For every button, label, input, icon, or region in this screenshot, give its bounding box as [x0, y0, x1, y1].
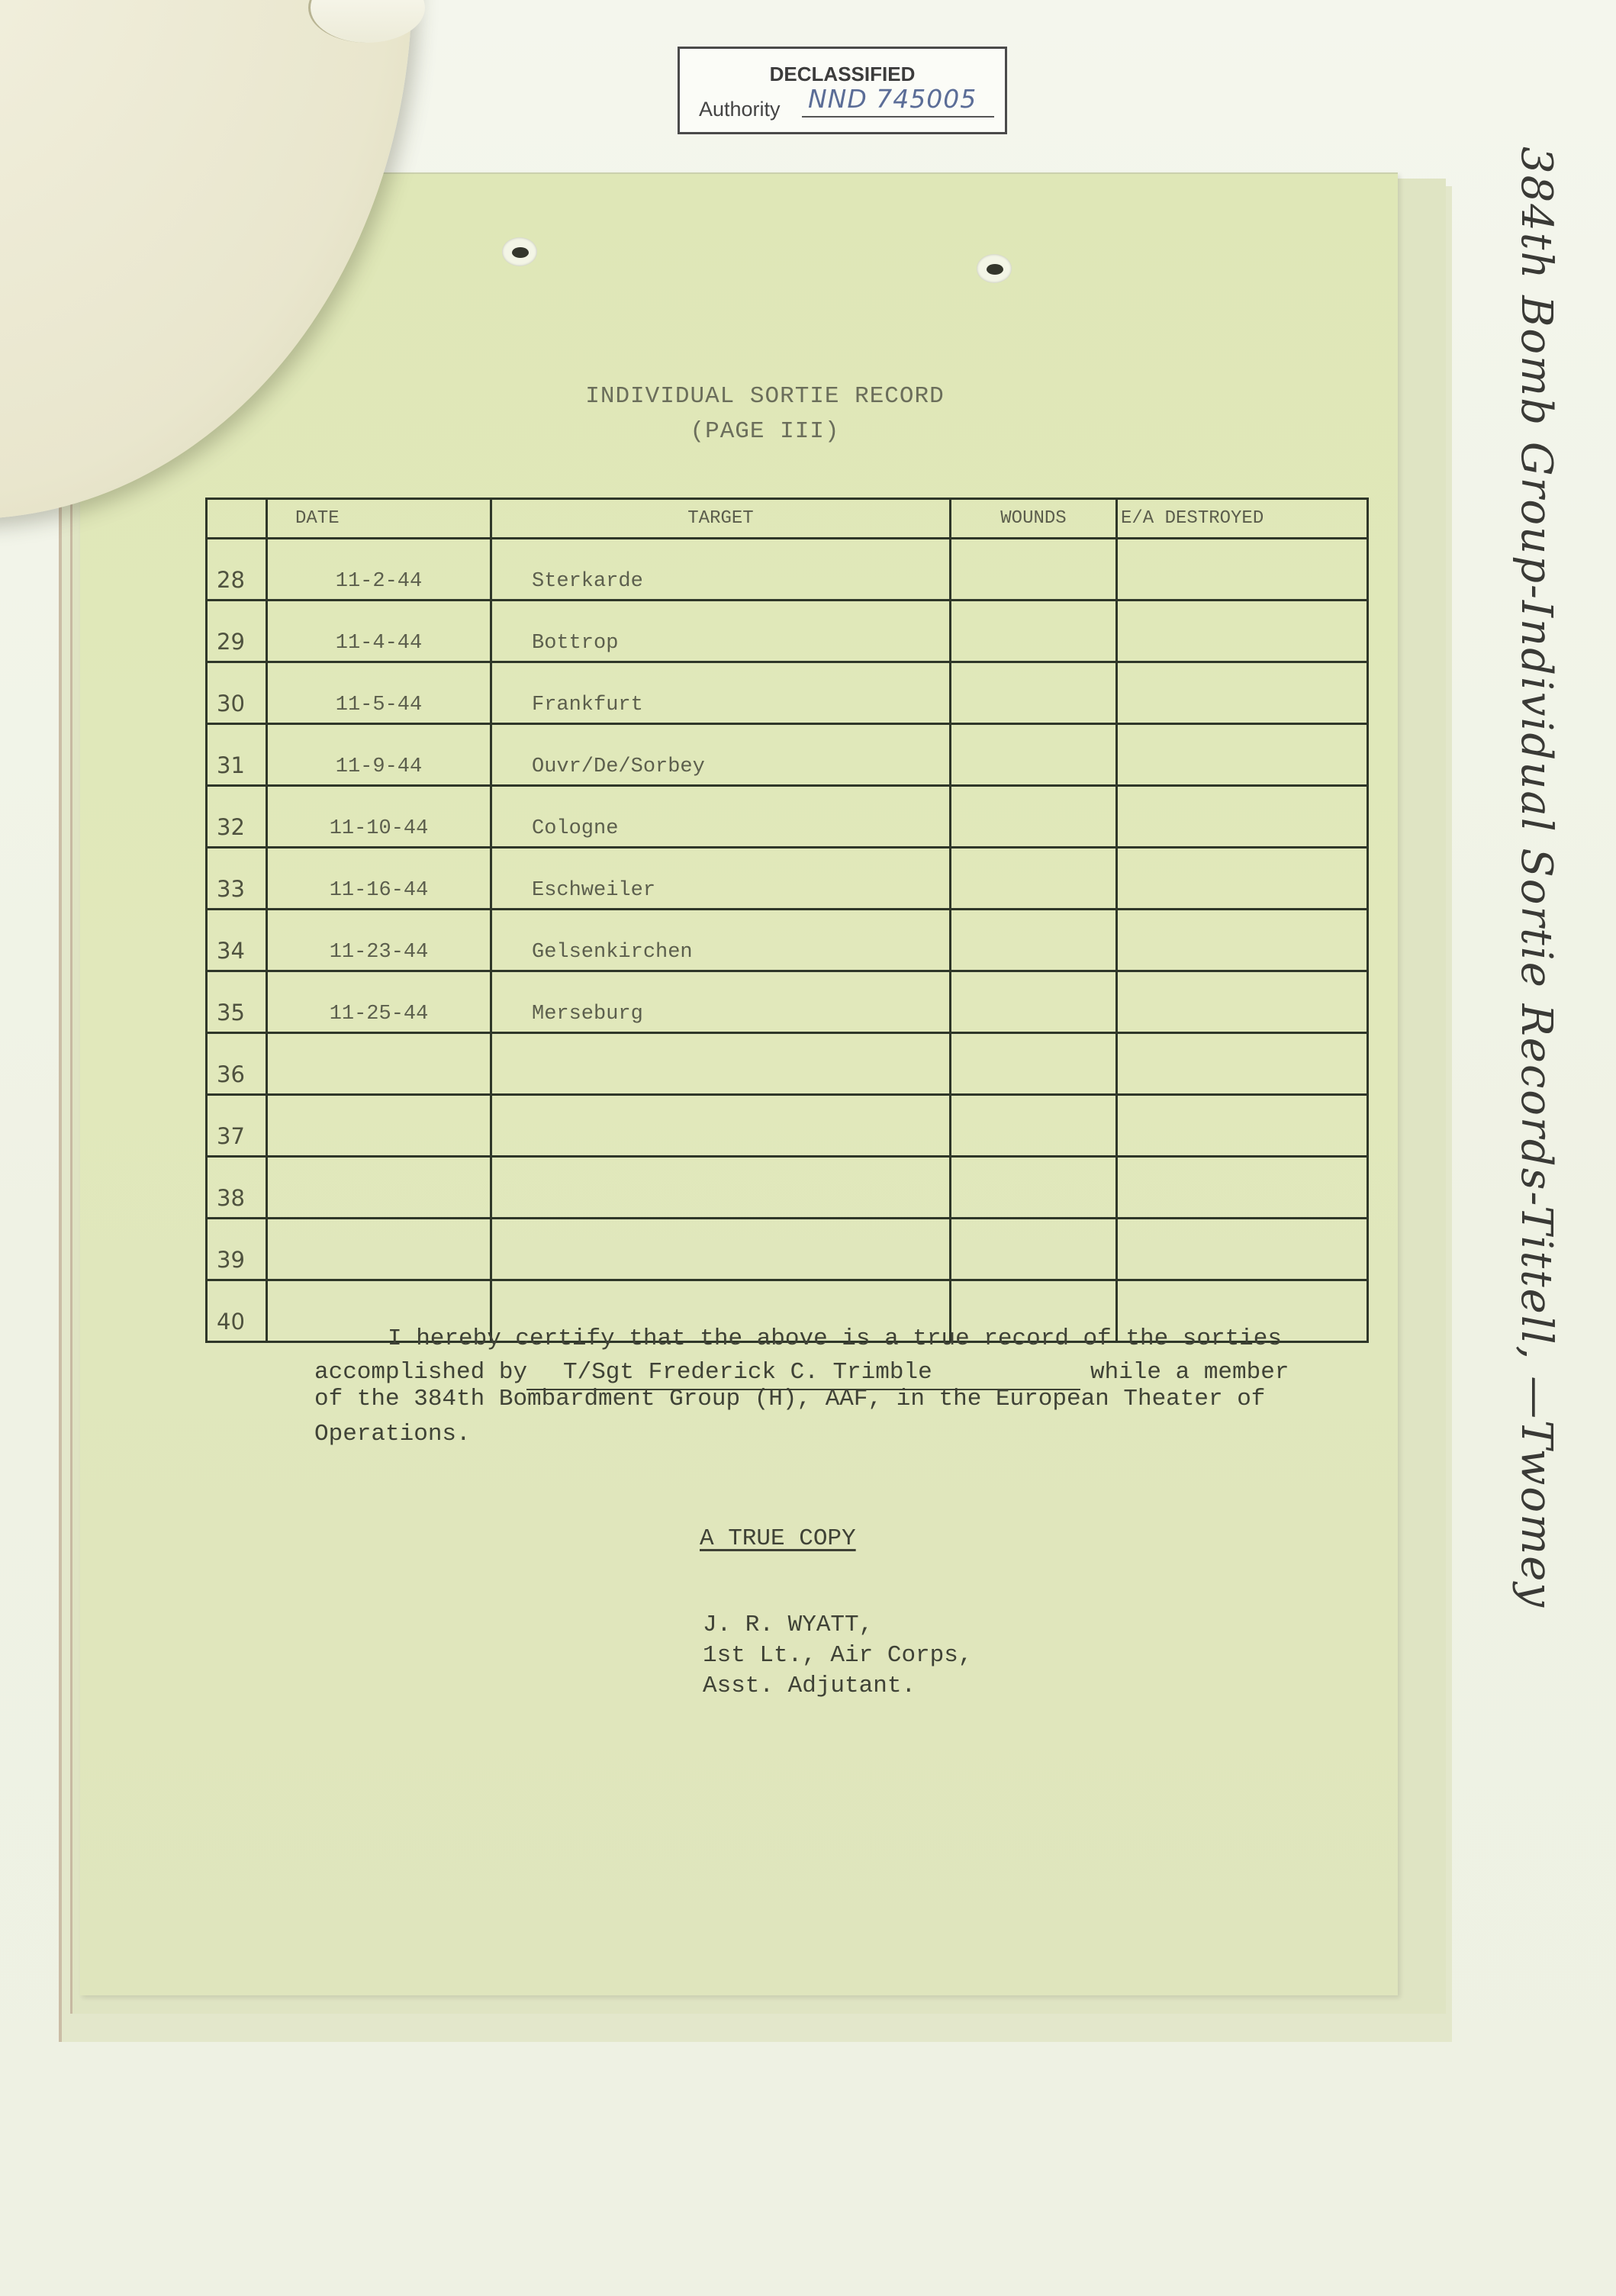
sortie-number: 29	[207, 601, 267, 662]
sortie-number: 37	[207, 1095, 267, 1157]
document-title: INDIVIDUAL SORTIE RECORD	[585, 383, 945, 410]
table-row	[207, 910, 1368, 971]
sortie-wounds	[951, 1033, 1117, 1095]
sortie-ea-destroyed	[1117, 662, 1368, 724]
table-row	[207, 971, 1368, 1033]
sortie-wounds	[951, 539, 1117, 601]
sortie-ea-destroyed	[1117, 848, 1368, 910]
punch-hole-left	[502, 237, 537, 266]
sortie-date	[267, 1157, 491, 1219]
sortie-target: Bottrop	[491, 601, 951, 662]
declassified-stamp	[678, 47, 1007, 134]
table-row	[207, 1219, 1368, 1280]
stamp-authority-label: Authority	[699, 98, 781, 121]
sortie-target: Sterkarde	[491, 539, 951, 601]
sortie-ea-destroyed	[1117, 971, 1368, 1033]
sortie-wounds	[951, 971, 1117, 1033]
table-row	[207, 601, 1368, 662]
header-number	[207, 499, 267, 539]
sortie-ea-destroyed	[1117, 786, 1368, 848]
handwritten-margin-note: 384th Bomb Group-Individual Sortie Records-Tittell, —Twomey	[1511, 147, 1561, 1609]
sortie-wounds	[951, 848, 1117, 910]
stamp-title: DECLASSIFIED	[769, 63, 916, 85]
sortie-wounds	[951, 910, 1117, 971]
sortie-ea-destroyed	[1117, 539, 1368, 601]
sortie-table	[205, 498, 1369, 1343]
sortie-number: 33	[207, 848, 267, 910]
certification-suffix: while a member	[1090, 1359, 1289, 1386]
sortie-ea-destroyed	[1117, 724, 1368, 786]
sortie-date: 11-9-44	[267, 724, 491, 786]
sortie-target	[491, 1219, 951, 1280]
sortie-date	[267, 1033, 491, 1095]
header-wounds: WOUNDS	[951, 499, 1117, 539]
stamp-authority-value: NND 745005	[802, 84, 994, 118]
sortie-number: 36	[207, 1033, 267, 1095]
document-subtitle: (PAGE III)	[690, 418, 840, 445]
certification-line-1: I hereby certify that the above is a true record of the sorties	[388, 1325, 1282, 1352]
table-row	[207, 1157, 1368, 1219]
signatory-rank: 1st Lt., Air Corps,	[703, 1642, 973, 1669]
sortie-target: Merseburg	[491, 971, 951, 1033]
certification-line-3: of the 384th Bombardment Group (H), AAF, in the European Theater of	[314, 1386, 1266, 1412]
sortie-date	[267, 1095, 491, 1157]
sortie-date: 11-2-44	[267, 539, 491, 601]
sortie-number: 34	[207, 910, 267, 971]
sortie-wounds	[951, 1157, 1117, 1219]
sortie-ea-destroyed	[1117, 1033, 1368, 1095]
table-row	[207, 662, 1368, 724]
sortie-wounds	[951, 724, 1117, 786]
sortie-target	[491, 1157, 951, 1219]
sortie-wounds	[951, 662, 1117, 724]
sortie-date: 11-25-44	[267, 971, 491, 1033]
table-row	[207, 1095, 1368, 1157]
table-row	[207, 786, 1368, 848]
sortie-ea-destroyed	[1117, 1095, 1368, 1157]
table-row	[207, 539, 1368, 601]
certification-prefix: accomplished by	[314, 1359, 528, 1386]
table-header-row	[207, 499, 1368, 539]
sortie-date	[267, 1219, 491, 1280]
punch-hole-right	[977, 254, 1012, 283]
sortie-wounds	[951, 1095, 1117, 1157]
certification-line-4: Operations.	[314, 1421, 471, 1447]
sortie-number: 28	[207, 539, 267, 601]
sortie-date: 11-10-44	[267, 786, 491, 848]
sortie-number: 35	[207, 971, 267, 1033]
sortie-target: Gelsenkirchen	[491, 910, 951, 971]
sortie-ea-destroyed	[1117, 1157, 1368, 1219]
sortie-wounds	[951, 601, 1117, 662]
certified-member-name: T/Sgt Frederick C. Trimble	[526, 1357, 1080, 1390]
sortie-number: 40	[207, 1280, 267, 1342]
sortie-target: Ouvr/De/Sorbey	[491, 724, 951, 786]
header-ea-destroyed: E/A DESTROYED	[1117, 499, 1368, 539]
sortie-number: 38	[207, 1157, 267, 1219]
sortie-target: Eschweiler	[491, 848, 951, 910]
sortie-ea-destroyed	[1117, 1219, 1368, 1280]
sortie-number: 39	[207, 1219, 267, 1280]
sortie-date: 11-23-44	[267, 910, 491, 971]
header-target: TARGET	[491, 499, 951, 539]
sortie-ea-destroyed	[1117, 601, 1368, 662]
signatory-name: J. R. WYATT,	[703, 1612, 874, 1638]
sortie-number: 30	[207, 662, 267, 724]
sortie-number: 31	[207, 724, 267, 786]
sortie-target: Cologne	[491, 786, 951, 848]
sortie-date: 11-4-44	[267, 601, 491, 662]
sortie-target	[491, 1033, 951, 1095]
table-row	[207, 724, 1368, 786]
sortie-date: 11-16-44	[267, 848, 491, 910]
sortie-ea-destroyed	[1117, 910, 1368, 971]
true-copy-heading: A TRUE COPY	[700, 1525, 856, 1552]
table-row	[207, 848, 1368, 910]
sortie-target	[491, 1095, 951, 1157]
sortie-date: 11-5-44	[267, 662, 491, 724]
signatory-title: Asst. Adjutant.	[703, 1673, 916, 1699]
table-row	[207, 1033, 1368, 1095]
sortie-number: 32	[207, 786, 267, 848]
sortie-target: Frankfurt	[491, 662, 951, 724]
sortie-wounds	[951, 1219, 1117, 1280]
header-date: DATE	[267, 499, 491, 539]
sortie-wounds	[951, 786, 1117, 848]
